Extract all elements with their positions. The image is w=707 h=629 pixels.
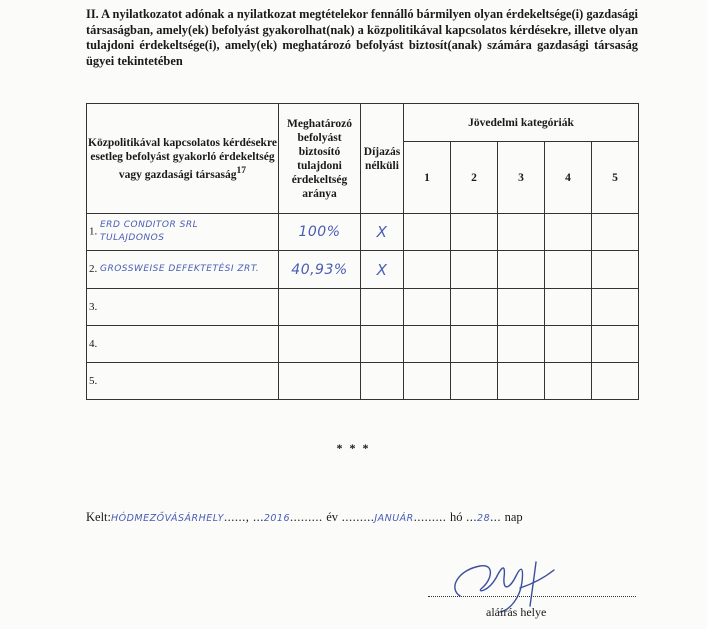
date-line: Kelt:HÓDMEZŐVÁSÁRHELY......, ...2016......... év .........JANUÁR......... hó ...28... nap xyxy=(86,510,523,524)
unpaid-cell: X xyxy=(361,214,404,251)
company-cell: 2. GROSSWEISE DEFEKTETÉSI ZRT. xyxy=(87,251,279,288)
signature-line xyxy=(428,596,636,597)
col-unpaid-header: Díjazás nélküli xyxy=(361,104,404,214)
income-category-1: 1 xyxy=(404,142,451,214)
table-row xyxy=(87,362,639,399)
table-row xyxy=(87,325,639,362)
year-value: 2016 xyxy=(263,513,290,524)
company-name: ERD CONDITOR SRL xyxy=(100,220,199,231)
place-value: HÓDMEZŐVÁSÁRHELY xyxy=(111,513,224,524)
nap-label: nap xyxy=(504,510,523,524)
ho-label: hó xyxy=(450,510,463,524)
unpaid-cell: X xyxy=(361,251,404,288)
company-role: TULAJDONOS xyxy=(100,233,165,244)
section-heading: II. A nyilatkozatot adónak a nyilatkozat megtételekor fennálló bármilyen olyan érdekeltsége(i) gazdasági társaságban, amely(ek) befolyást gyakorolhat(nak) a közpolitikával kapcsolatos kérdésekre, illetve olyan tulajdoni érdekeltsége(i), amely(ek) meghatározó befolyást biztosít(anak) számára gazdasági társaság ügyei tekintetében xyxy=(86,7,638,68)
company-cell: 1. ERD CONDITOR SRL TULAJDONOS xyxy=(87,214,279,251)
ev-label: év xyxy=(326,510,339,524)
income-category-3: 3 xyxy=(498,142,545,214)
income-category-4: 4 xyxy=(545,142,592,214)
section-separator: * * * xyxy=(336,441,371,455)
table-row xyxy=(87,214,639,251)
interest-table xyxy=(86,103,639,400)
footnote-marker: 17 xyxy=(236,164,247,176)
income-category-5: 5 xyxy=(592,142,639,214)
table-row xyxy=(87,288,639,325)
company-cell: 3. xyxy=(87,288,279,325)
company-cell: 4. xyxy=(87,325,279,362)
income-category-2: 2 xyxy=(451,142,498,214)
col-share-header: Meghatározó befolyást biztosító tulajdoni érdekeltség aránya xyxy=(279,104,361,214)
signature-label: aláírás helye xyxy=(486,605,547,619)
income-categories-header: Jövedelmi kategóriák xyxy=(404,104,639,142)
kelt-label: Kelt: xyxy=(86,510,111,524)
company-cell: 5. xyxy=(87,362,279,399)
share-cell: 100% xyxy=(279,214,361,251)
company-name: GROSSWEISE DEFEKTETÉSI ZRT. xyxy=(100,264,260,275)
share-cell: 40,93% xyxy=(279,251,361,288)
table-row xyxy=(87,251,639,288)
col-company-header: Közpolitikával kapcsolatos kérdésekre esetleg befolyást gyakorló érdekeltség vagy gazdasági társaság$^{17}$ xyxy=(87,104,279,214)
day-value: 28 xyxy=(477,513,491,524)
month-value: JANUÁR xyxy=(374,513,414,524)
